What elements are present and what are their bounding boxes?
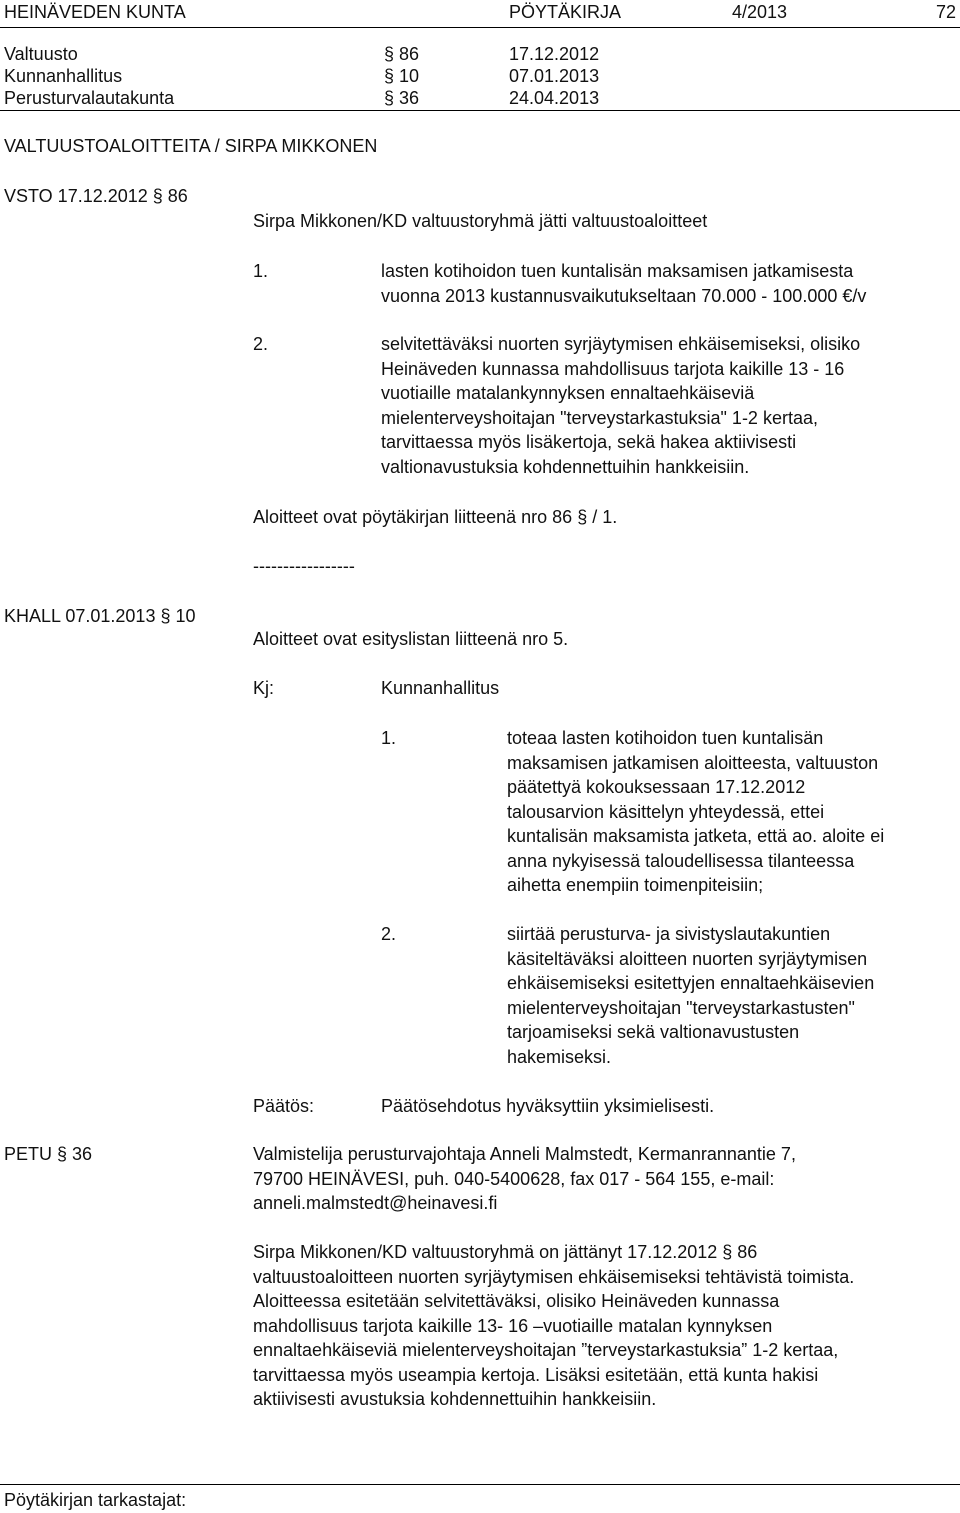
petu-body-text: Sirpa Mikkonen/KD valtuustoryhmä on jättänyt 17.12.2012 § 86 valtuustoaloitteen nuorten syrjäytymisen ehkäisemiseksi tehtävistä toimista. Aloitteessa esitetään selvitettäväksi, olisiko Heinäveden kunnassa mahdollisuus tarjota kaikille 13- 16 –vuotiaille matalan kynnyksen ennaltaehkäiseviä mielenterveyshoitajan ”terveystarkastuksia” 1-2 kertaa, tarvittaessa myös useampia kertoja. Lisäksi esitetään, että kunta hakisi aktiivisesti avustuksia kohdennettuihin hankkeisiin.	[253, 1242, 855, 1409]
municipality-name: HEINÄVEDEN KUNTA	[4, 2, 186, 22]
body-name: Perusturvalautakunta	[4, 88, 175, 108]
document-type: PÖYTÄKIRJA	[509, 2, 622, 22]
vsto-intro: Sirpa Mikkonen/KD valtuustoryhmä jätti valtuustoaloitteet	[253, 211, 708, 231]
section-separator: -----------------	[253, 556, 355, 576]
body-section: § 36	[384, 88, 420, 108]
vsto-reference: VSTO 17.12.2012 § 86	[4, 186, 188, 206]
issue-number: 4/2013	[732, 2, 788, 22]
kj-value: Kunnanhallitus	[381, 678, 500, 698]
body-section: § 10	[384, 66, 420, 86]
khall-attachment-note: Aloitteet ovat esityslistan liitteenä nro 5.	[253, 629, 569, 649]
khall-item-number: 1.	[381, 728, 397, 748]
vsto-item-number: 2.	[253, 334, 269, 354]
page-number: 72	[936, 2, 957, 22]
reviewers-label: Pöytäkirjan tarkastajat:	[4, 1490, 187, 1510]
vsto-item-text: lasten kotihoidon tuen kuntalisän maksamisen jatkamisesta vuonna 2013 kustannusvaikutukseltaan 70.000 - 100.000 €/v	[381, 261, 867, 306]
vsto-attachment-note: Aloitteet ovat pöytäkirjan liitteenä nro 86 § / 1.	[253, 507, 618, 527]
khall-item-number: 2.	[381, 924, 397, 944]
body-date: 07.01.2013	[509, 66, 600, 86]
decision-value: Päätösehdotus hyväksyttiin yksimielisesti.	[381, 1096, 715, 1116]
footer-divider	[0, 1484, 960, 1485]
khall-item-text: siirtää perusturva- ja sivistyslautakuntien käsiteltäväksi aloitteen nuorten syrjäytymisen ehkäisemiseksi esitettyjen ennaltaehkäisevien mielenterveyshoitajan "terveystarkastusten" tarjoamiseksi sekä valtionavustusten hakemiseksi.	[507, 924, 875, 1067]
body-section: § 86	[384, 44, 420, 64]
khall-item-text: toteaa lasten kotihoidon tuen kuntalisän maksamisen jatkamisen aloitteesta, valtuuston päätettyä kokouksessaan 17.12.2012 talousarvion käsittelyn yhteydessä, ettei kuntalisän maksamista jatketa, että ao. aloite ei anna nykyisessä taloudellisessa tilanteessa aihetta enempiin toimenpiteisiin;	[507, 728, 885, 895]
decision-label: Päätös:	[253, 1096, 315, 1116]
body-name: Kunnanhallitus	[4, 66, 123, 86]
header-divider	[0, 27, 960, 28]
body-date: 24.04.2013	[509, 88, 600, 108]
khall-reference: KHALL 07.01.2013 § 10	[4, 606, 196, 626]
kj-label: Kj:	[253, 678, 275, 698]
table-divider	[0, 110, 960, 111]
body-name: Valtuusto	[4, 44, 78, 64]
petu-preparer: Valmistelija perusturvajohtaja Anneli Malmstedt, Kermanrannantie 7, 79700 HEINÄVESI, puh. 040-5400628, fax 017 - 564 155, e-mail: anneli.malmstedt@heinavesi.fi	[253, 1144, 796, 1213]
document-title: VALTUUSTOALOITTEITA / SIRPA MIKKONEN	[4, 136, 378, 156]
vsto-item-number: 1.	[253, 261, 269, 281]
petu-reference: PETU § 36	[4, 1144, 93, 1164]
vsto-item-text: selvitettäväksi nuorten syrjäytymisen ehkäisemiseksi, olisiko Heinäveden kunnassa mahdollisuus tarjota kaikille 13 - 16 vuotiaille matalankynnyksen ennaltaehkäiseviä mielenterveyshoitajan "terveystarkastuksia" 1-2 kertaa, tarvittaessa myös lisäkertoja, sekä hakea aktiivisesti valtionavustuksia kohdennettuihin hankkeisiin.	[381, 334, 861, 477]
body-date: 17.12.2012	[509, 44, 600, 64]
